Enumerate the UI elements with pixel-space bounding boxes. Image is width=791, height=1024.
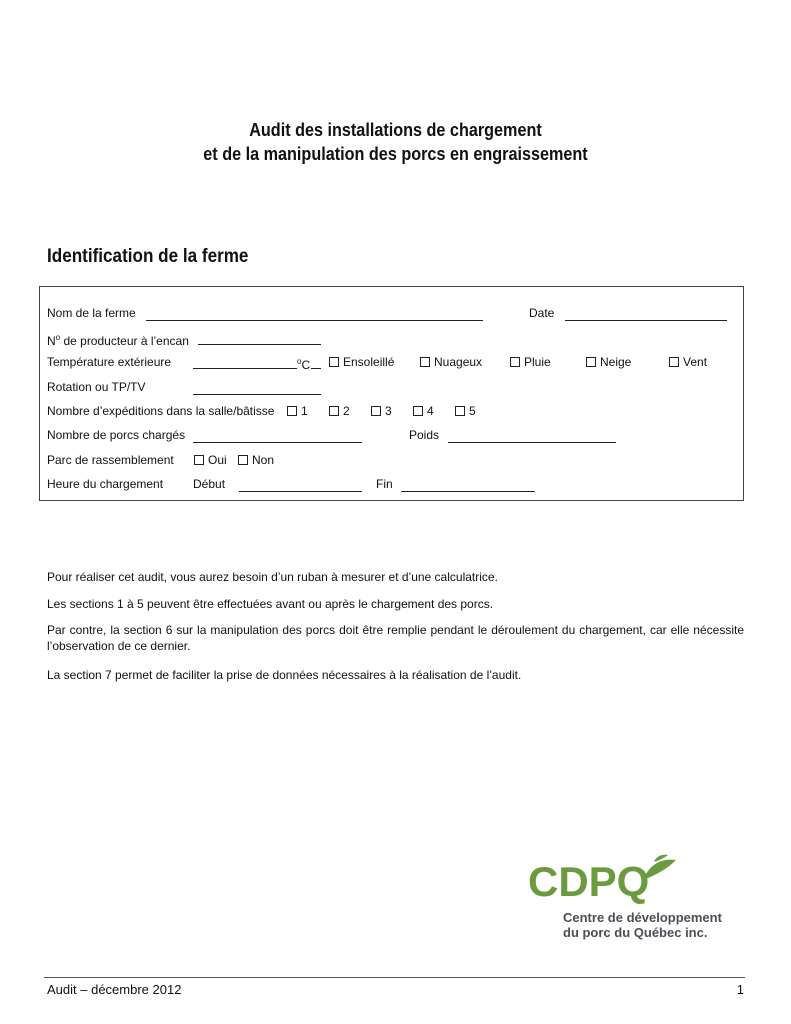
checkbox-icon[interactable] — [329, 357, 339, 367]
holding-pen-label: Parc de rassemblement — [47, 453, 174, 467]
footer-divider — [44, 977, 745, 978]
paragraph-3: Par contre, la section 6 sur la manipulation des porcs doit être remplie pendant le déroulement du chargement, car elle nécessite l’observation de ce dernier. — [47, 623, 744, 653]
logo-leaf-icon — [640, 852, 680, 882]
pigs-loaded-label: Nombre de porcs chargés — [47, 428, 186, 442]
holding-pen-no-option[interactable]: Non — [238, 453, 274, 467]
logo-line1: Centre de développement — [563, 910, 722, 925]
weather-rain-option[interactable]: Pluie — [510, 355, 551, 369]
document-title-line2: et de la manipulation des porcs en engraissement — [203, 144, 588, 164]
checkbox-icon[interactable] — [586, 357, 596, 367]
weight-field[interactable] — [448, 442, 616, 443]
shipment-option-1[interactable]: 1 — [287, 404, 308, 418]
farm-name-field[interactable] — [146, 320, 483, 321]
date-label: Date — [529, 306, 555, 320]
holding-pen-yes-option[interactable]: Oui — [194, 453, 227, 467]
cdpq-logo — [528, 852, 738, 942]
checkbox-icon[interactable] — [510, 357, 520, 367]
end-label: Fin — [376, 477, 393, 491]
weather-sunny-option[interactable]: Ensoleillé — [329, 355, 394, 369]
producer-number-field[interactable] — [198, 344, 321, 345]
start-label: Début — [193, 477, 226, 491]
checkbox-icon[interactable] — [329, 406, 339, 416]
weather-cloudy-option[interactable]: Nuageux — [420, 355, 482, 369]
paragraph-2: Les sections 1 à 5 peuvent être effectuées avant ou après le chargement des porcs. — [47, 597, 494, 611]
weather-wind-option[interactable]: Vent — [669, 355, 707, 369]
checkbox-icon[interactable] — [371, 406, 381, 416]
logo-line2: du porc du Québec inc. — [563, 925, 708, 940]
shipment-option-4[interactable]: 4 — [413, 404, 434, 418]
weather-snow-option[interactable]: Neige — [586, 355, 631, 369]
checkbox-icon[interactable] — [194, 455, 204, 465]
checkbox-icon[interactable] — [238, 455, 248, 465]
shipment-option-2[interactable]: 2 — [329, 404, 350, 418]
farm-name-label: Nom de la ferme — [47, 306, 136, 320]
temperature-label: Température extérieure — [47, 355, 172, 369]
page-number: 1 — [736, 982, 744, 997]
start-time-field[interactable] — [239, 491, 362, 492]
section-heading: Identification de la ferme — [47, 246, 249, 267]
checkbox-icon[interactable] — [413, 406, 423, 416]
shipment-option-3[interactable]: 3 — [371, 404, 392, 418]
logo-acronym: CDPQ — [528, 858, 650, 905]
paragraph-1: Pour réaliser cet audit, vous aurez besoin d’un ruban à mesurer et d’une calculatrice. — [47, 570, 498, 584]
document-title-line1: Audit des installations de chargement — [249, 120, 542, 140]
rotation-field[interactable] — [193, 394, 321, 395]
end-time-field[interactable] — [401, 491, 535, 492]
checkbox-icon[interactable] — [420, 357, 430, 367]
paragraph-4: La section 7 permet de faciliter la prise de données nécessaires à la réalisation de l’audit. — [47, 668, 522, 682]
checkbox-icon[interactable] — [669, 357, 679, 367]
checkbox-icon[interactable] — [455, 406, 465, 416]
footer-text: Audit – décembre 2012 — [47, 982, 182, 997]
loading-time-label: Heure du chargement — [47, 477, 164, 491]
checkbox-icon[interactable] — [287, 406, 297, 416]
date-field[interactable] — [565, 320, 727, 321]
producer-number-label: $N^o$ de producteur à l’encan — [47, 333, 189, 348]
weight-label: Poids — [409, 428, 440, 442]
shipment-option-5[interactable]: 5 — [455, 404, 476, 418]
rotation-label: Rotation ou TP/TV — [47, 380, 146, 394]
shipments-label: Nombre d’expéditions dans la salle/bâtisse — [47, 404, 275, 418]
temperature-unit: $^o$C — [297, 357, 311, 372]
pigs-loaded-field[interactable] — [193, 442, 362, 443]
